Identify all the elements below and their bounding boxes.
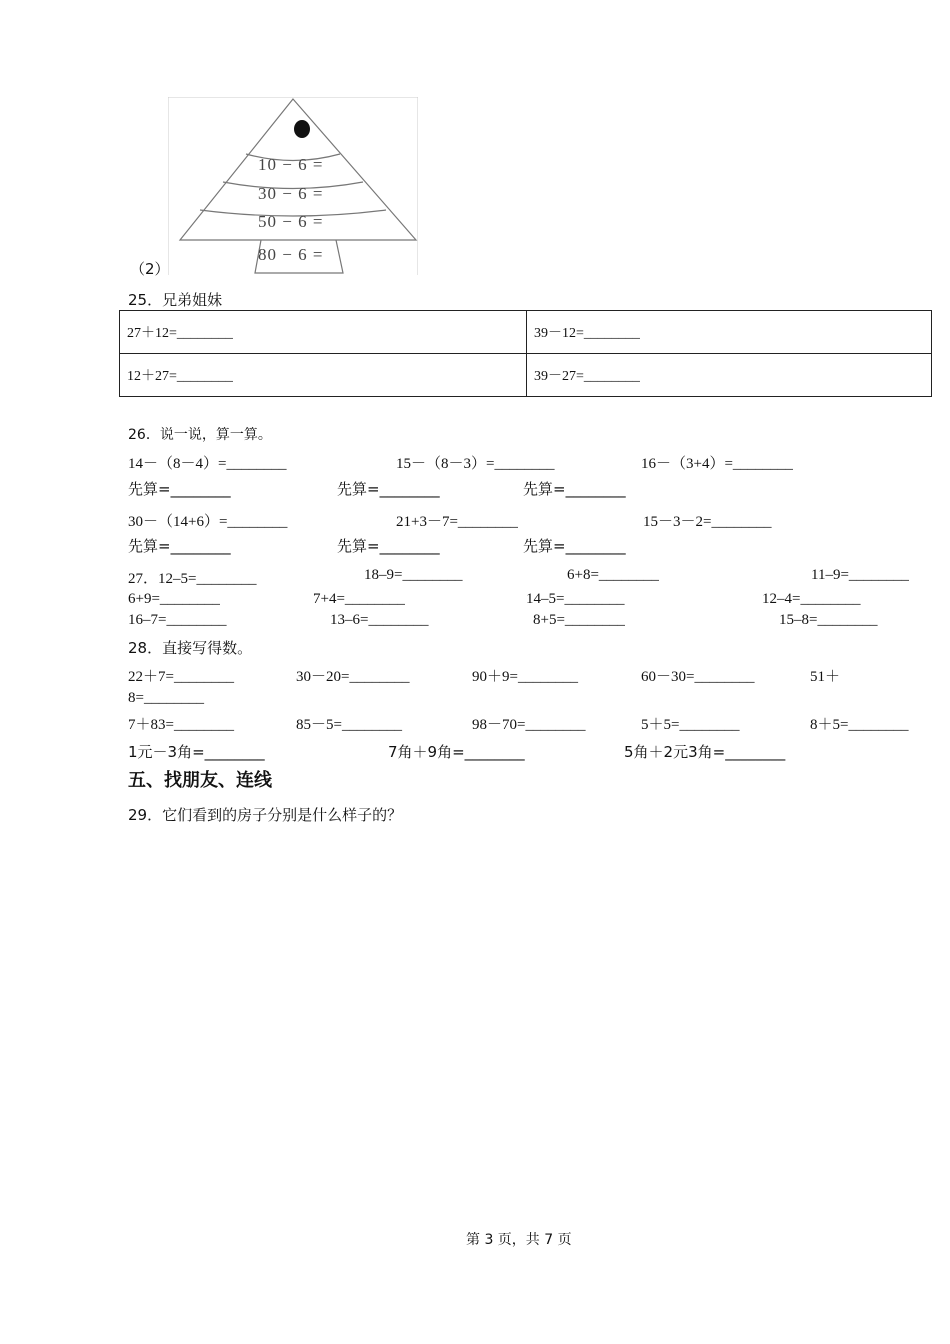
exercise-item[interactable]: 90＋9=________ <box>472 669 578 685</box>
table-cell[interactable]: 27＋12=________ <box>120 311 527 354</box>
exercise-item[interactable]: 18–9=________ <box>364 567 463 583</box>
figure-expression: 10 − 6 = <box>258 155 324 174</box>
exercise-item[interactable]: 6+8=________ <box>567 567 659 583</box>
question-title[interactable]: 27．12–5=________ <box>128 571 257 587</box>
question-title: 25．兄弟姐妹 <box>128 291 223 309</box>
exercise-item[interactable]: 15－（8－3）=________ <box>396 456 555 472</box>
exercise-item[interactable]: 7角＋9角=________ <box>388 743 525 761</box>
exercise-item[interactable]: 12–4=________ <box>762 591 861 607</box>
exercise-item[interactable]: 14－（8－4）=________ <box>128 456 287 472</box>
exercise-item[interactable]: 98－70=________ <box>472 717 586 733</box>
exercise-item[interactable]: 16–7=________ <box>128 612 227 628</box>
exercise-item[interactable]: 16－（3+4）=________ <box>641 456 793 472</box>
exercise-item[interactable]: 13–6=________ <box>330 612 429 628</box>
exercise-item[interactable]: 30－（14+6）=________ <box>128 514 288 530</box>
first-step-item[interactable]: 先算=________ <box>523 480 626 498</box>
exercise-item[interactable]: 5角＋2元3角=________ <box>624 743 786 761</box>
first-step-item[interactable]: 先算=________ <box>523 537 626 555</box>
tree-top-dot <box>294 120 310 138</box>
exercise-item[interactable]: 7＋83=________ <box>128 717 234 733</box>
part-label: （2） <box>130 260 170 278</box>
exercise-item[interactable]: 15－3－2=________ <box>643 514 772 530</box>
figure-expression: 50 − 6 = <box>258 212 324 231</box>
exercise-item[interactable]: 21+3－7=________ <box>396 514 518 530</box>
table-row <box>120 311 932 354</box>
table-row <box>120 354 932 397</box>
first-step-item[interactable]: 先算=________ <box>337 480 440 498</box>
exercise-item[interactable]: 11–9=________ <box>811 567 909 583</box>
first-step-item[interactable]: 先算=________ <box>128 480 231 498</box>
first-step-item[interactable]: 先算=________ <box>337 537 440 555</box>
exercise-item[interactable]: 6+9=________ <box>128 591 220 607</box>
question-title: 29．它们看到的房子分别是什么样子的？ <box>128 806 403 824</box>
table-cell[interactable]: 39－27=________ <box>527 354 932 397</box>
exercise-item[interactable]: 15–8=________ <box>779 612 878 628</box>
table-cell[interactable]: 12＋27=________ <box>120 354 527 397</box>
exercise-item[interactable]: 8=________ <box>128 690 204 706</box>
page-number: 第 3 页，共 7 页 <box>466 1232 572 1248</box>
question-title: 26．说一说，算一算。 <box>128 427 272 443</box>
pyramid-figure <box>168 97 418 275</box>
sibling-table <box>119 310 932 397</box>
first-step-item[interactable]: 先算=________ <box>128 537 231 555</box>
exercise-item[interactable]: 60－30=________ <box>641 669 755 685</box>
exercise-item[interactable]: 51＋ <box>810 669 841 685</box>
figure-expression: 30 − 6 = <box>258 184 324 203</box>
section-heading: 五、找朋友、连线 <box>128 770 272 791</box>
exercise-item[interactable]: 7+4=________ <box>313 591 405 607</box>
table-cell[interactable]: 39－12=________ <box>527 311 932 354</box>
question-title: 28．直接写得数。 <box>128 639 253 657</box>
exercise-item[interactable]: 1元－3角=________ <box>128 743 265 761</box>
exercise-item[interactable]: 8＋5=________ <box>810 717 909 733</box>
exercise-item[interactable]: 8+5=________ <box>533 612 625 628</box>
exercise-item[interactable]: 22＋7=________ <box>128 669 234 685</box>
exercise-item[interactable]: 30－20=________ <box>296 669 410 685</box>
exercise-item[interactable]: 14–5=________ <box>526 591 625 607</box>
exercise-item[interactable]: 5＋5=________ <box>641 717 740 733</box>
exercise-item[interactable]: 85－5=________ <box>296 717 402 733</box>
figure-expression: 80 − 6 = <box>258 245 324 264</box>
